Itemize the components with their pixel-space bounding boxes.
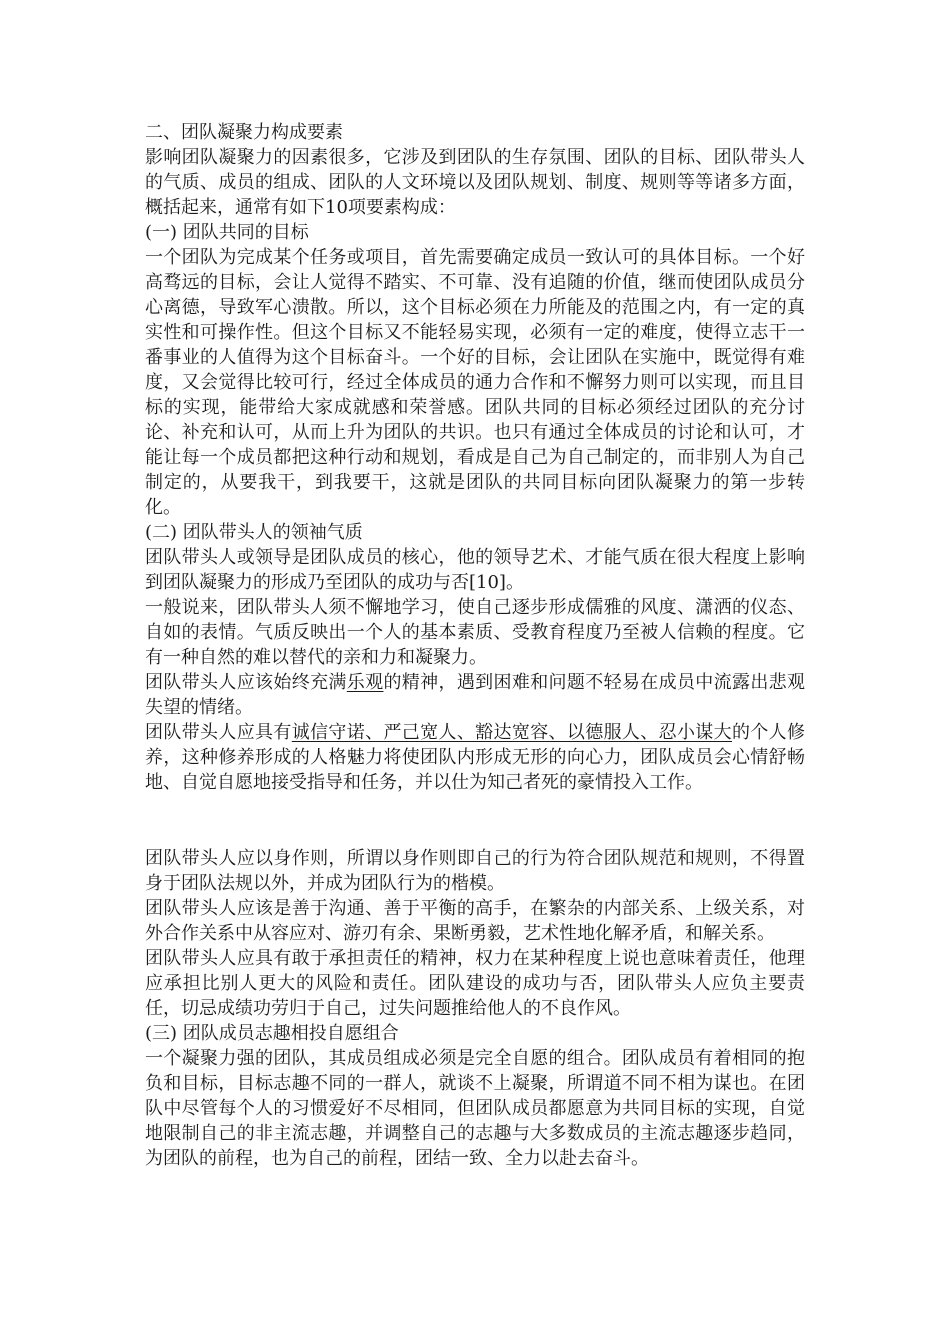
underlined-virtues: 诚信守诺、严己宽人、豁达宽容、以德服人、忍小谋大	[291, 722, 732, 743]
paragraph-4-text-b: 的个人修养，这种修养形成的人格魅力将使团队内形成无形的向心力，团队成员会心情舒畅地、自觉自愿地接受指导和任务，并以仕为知己者死的豪情投入工作。	[145, 722, 806, 793]
section-title: 二、团队凝聚力构成要素	[145, 122, 343, 143]
intro-paragraph: 影响团队凝聚力的因素很多，它涉及到团队的生存氛围、团队的目标、团队带头人的气质、成员的组成、团队的人文环境以及团队规划、制度、规则等等诸多方面，概括起来，通常有如下10项要素构成：	[145, 147, 805, 218]
document-body-top	[145, 120, 805, 795]
subsection-1-paragraph: 一个团队为完成某个任务或项目，首先需要确定成员一致认可的具体目标。一个好高骛远的目标，会让人觉得不踏实、不可靠、没有追随的价值，继而使团队成员分心离德，导致军心溃散。所以，这个目标必须在力所能及的范围之内，有一定的真实性和可操作性。但这个目标又不能轻易实现，必须有一定的难度，使得立志干一番事业的人值得为这个目标奋斗。一个好的目标，会让团队在实施中，既觉得有难度，又会觉得比较可行，经过全体成员的通力合作和不懈努力则可以实现，而且目标的实现，能带给大家成就感和荣誉感。团队共同的目标必须经过团队的充分讨论、补充和认可，从而上升为团队的共识。也只有通过全体成员的讨论和认可，才能让每一个成员都把这种行动和规划，看成是自己为自己制定的，而非别人为自己制定的，从要我干，到我要干，这就是团队的共同目标向团队凝聚力的第一步转化。	[145, 247, 805, 518]
subsection-3-heading: (三) 团队成员志趣相投自愿组合	[145, 1023, 399, 1044]
subsection-3-paragraph: 一个凝聚力强的团队，其成员组成必须是完全自愿的组合。团队成员有着相同的抱负和目标，目标志趣不同的一群人，就谈不上凝聚，所谓道不同不相为谋也。在团队中尽管每个人的习惯爱好不尽相同，但团队成员都愿意为共同目标的实现，自觉地限制自己的非主流志趣，并调整自己的志趣与大多数成员的主流志趣逐步趋同，为团队的前程，也为自己的前程，团结一致、全力以赴去奋斗。	[145, 1048, 805, 1169]
paragraph-3-text-b: 的精神，遇到困难和问题不轻易在成员中流露出悲观失望的情绪。	[145, 672, 806, 718]
subsection-1-heading: (一) 团队共同的目标	[145, 222, 309, 243]
paragraph-4-text-a: 团队带头人应具有	[145, 722, 292, 743]
subsection-2-paragraph-3	[145, 670, 805, 720]
subsection-2-paragraph-1: 团队带头人或领导是团队成员的核心，他的领导艺术、才能气质在很大程度上影响到团队凝聚力的形成乃至团队的成功与否[10]。	[145, 547, 805, 593]
paragraph-3-text-a: 团队带头人应该始终充满	[145, 672, 347, 693]
subsection-2-heading: (二) 团队带头人的领袖气质	[145, 522, 363, 543]
subsection-2-paragraph-2: 一般说来，团队带头人须不懈地学习，使自己逐步形成儒雅的风度、潇洒的仪态、自如的表情。气质反映出一个人的基本素质、受教育程度乃至被人信赖的程度。它有一种自然的难以替代的亲和力和凝聚力。	[145, 597, 805, 668]
subsection-2-paragraph-6: 团队带头人应该是善于沟通、善于平衡的高手，在繁杂的内部关系、上级关系，对外合作关系中从容应对、游刃有余、果断勇毅，艺术性地化解矛盾，和解关系。	[145, 898, 805, 944]
subsection-2-paragraph-4	[145, 720, 805, 795]
underlined-optimism: 乐观	[346, 672, 384, 693]
subsection-2-paragraph-5: 团队带头人应以身作则，所谓以身作则即自己的行为符合团队规范和规则，不得置身于团队法规以外，并成为团队行为的楷模。	[145, 848, 805, 894]
document-body-bottom	[145, 846, 805, 1171]
subsection-2-paragraph-7: 团队带头人应具有敢于承担责任的精神，权力在某种程度上说也意味着责任，他理应承担比别人更大的风险和责任。团队建设的成功与否，团队带头人应负主要责任，切忌成绩功劳归于自己，过失问题推给他人的不良作风。	[145, 948, 805, 1019]
